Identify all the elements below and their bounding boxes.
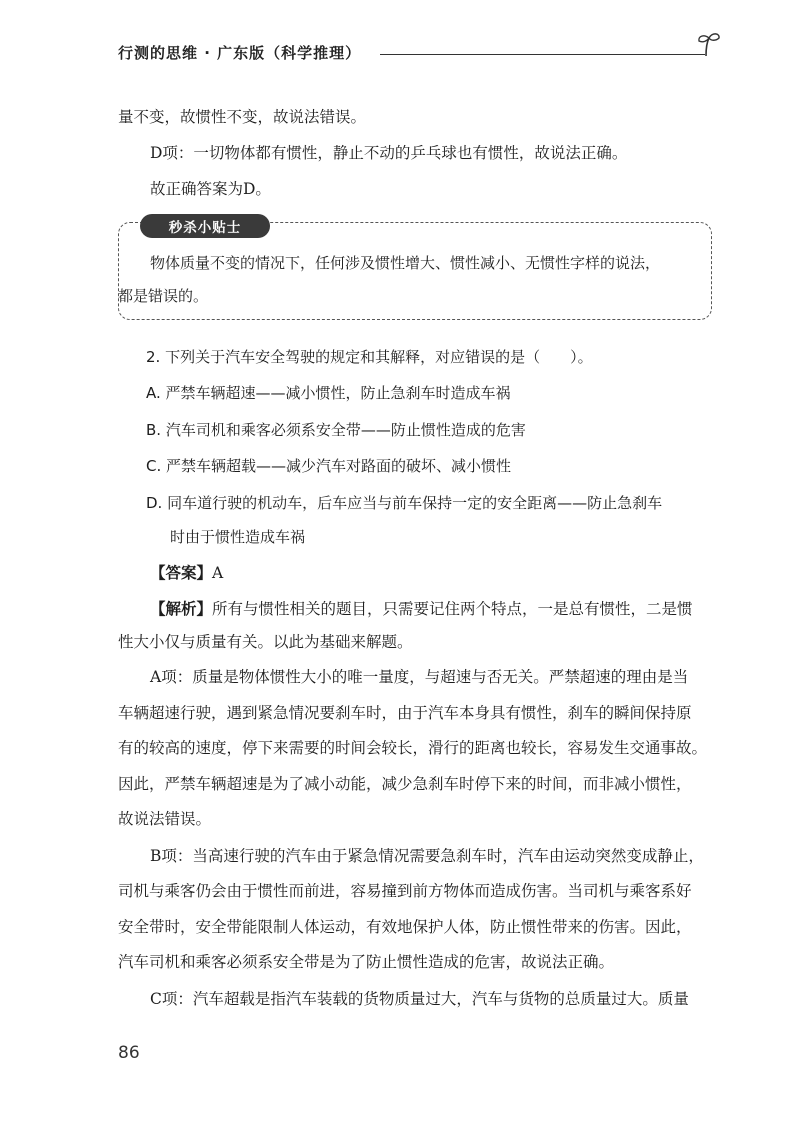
option-b: B. 汽车司机和乘客必须系安全带——防止惯性造成的危害 xyxy=(146,421,526,439)
analysis-line-1 xyxy=(150,601,750,618)
analysis-c-line-1: C项：汽车超载是指汽车装载的货物质量过大，汽车与货物的总质量过大。质量 xyxy=(150,990,689,1008)
answer-label: 【答案】 xyxy=(150,563,213,582)
intro-line-1: 量不变，故惯性不变，故说法错误。 xyxy=(118,108,367,126)
tip-line-1: 物体质量不变的情况下，任何涉及惯性增大、惯性减小、无惯性字样的说法， xyxy=(150,254,661,272)
running-header xyxy=(118,40,718,68)
analysis-b-line-4: 汽车司机和乘客必须系安全带是为了防止惯性造成的危害，故说法正确。 xyxy=(118,953,615,971)
analysis-a-line-1: A项：质量是物体惯性大小的唯一量度，与超速与否无关。严禁超速的理由是当 xyxy=(150,668,689,686)
analysis-text: 所有与惯性相关的题目，只需要记住两个特点，一是总有惯性，二是惯 xyxy=(212,600,693,618)
option-d-continued: 时由于惯性造成车祸 xyxy=(170,528,306,546)
analysis-a-line-4: 因此，严禁车辆超速是为了减小动能，减少急刹车时停下来的时间，而非减小惯性， xyxy=(118,775,692,793)
analysis-b-line-3: 安全带时，安全带能限制人体运动，有效地保护人体，防止惯性带来的伤害。因此， xyxy=(118,918,692,936)
answer-value: A xyxy=(212,564,224,582)
analysis-a-line-2: 车辆超速行驶，遇到紧急情况要刹车时，由于汽车本身具有惯性，刹车的瞬间保持原 xyxy=(118,704,692,722)
analysis-b-line-1: B项：当高速行驶的汽车由于紧急情况需要急刹车时，汽车由运动突然变成静止， xyxy=(150,847,704,865)
sprout-icon xyxy=(694,30,724,60)
question-stem: 2. 下列关于汽车安全驾驶的规定和其解释，对应错误的是（ ）。 xyxy=(146,348,593,366)
header-rule xyxy=(380,54,705,55)
analysis-b-line-2: 司机与乘客仍会由于惯性而前进，容易撞到前方物体而造成伤害。当司机与乘客系好 xyxy=(118,882,692,900)
tip-tag: 秒杀小贴士 xyxy=(140,214,270,238)
analysis-a-line-5: 故说法错误。 xyxy=(118,810,212,828)
analysis-line-2: 性大小仅与质量有关。以此为基础来解题。 xyxy=(118,633,413,651)
option-a: A. 严禁车辆超速——减小惯性，防止急刹车时造成车祸 xyxy=(146,384,511,402)
answer-line xyxy=(150,565,750,582)
option-c: C. 严禁车辆超载——减少汽车对路面的破坏、减小惯性 xyxy=(146,457,512,475)
intro-line-3: 故正确答案为D。 xyxy=(150,180,271,198)
intro-line-2: D项：一切物体都有惯性，静止不动的乒乓球也有惯性，故说法正确。 xyxy=(150,144,628,162)
analysis-label: 【解析】 xyxy=(150,599,213,618)
analysis-a-line-3: 有的较高的速度，停下来需要的时间会较长，滑行的距离也较长，容易发生交通事故。 xyxy=(118,739,708,757)
header-title: 行测的思维 · 广东版（科学推理） xyxy=(118,44,362,62)
tip-line-2: 都是错误的。 xyxy=(118,287,209,305)
option-d: D. 同车道行驶的机动车，后车应当与前车保持一定的安全距离——防止急刹车 xyxy=(146,494,663,512)
page-number: 86 xyxy=(118,1043,140,1063)
